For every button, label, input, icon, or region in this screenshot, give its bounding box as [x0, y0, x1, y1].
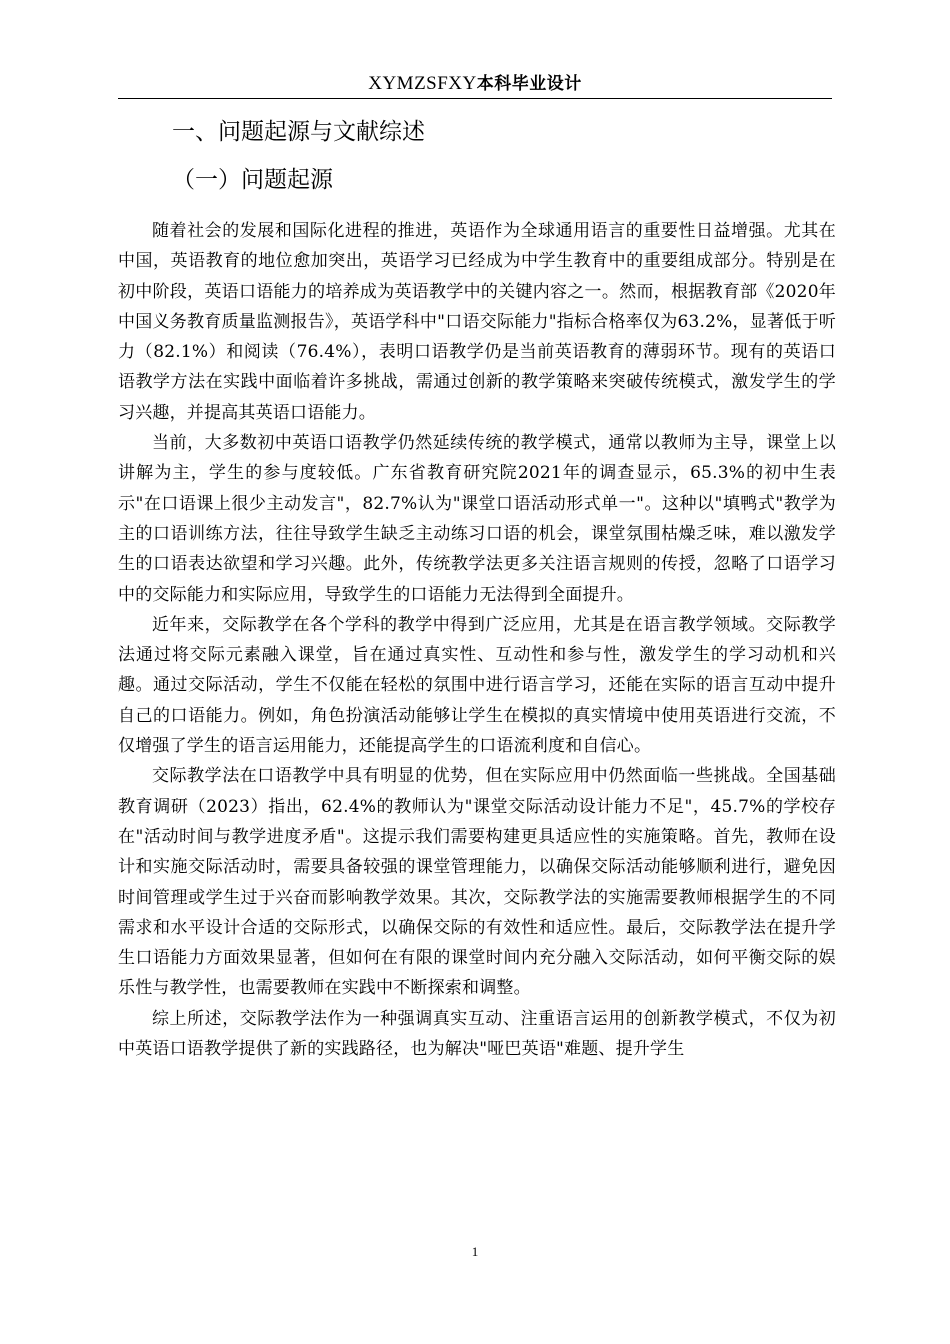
paragraph: 当前，大多数初中英语口语教学仍然延续传统的教学模式，通常以教师为主导，课堂上以讲解为主，学生的参与度较低。广东省教育研究院2021年的调查显示，65.3%的初中生表示"在口语课上很少主动发言"，82.7%认为"课堂口语活动形式单一"。这种以"填鸭式"教学为主的口语训练方法，往往导致学生缺乏主动练习口语的机会，课堂氛围枯燥乏味，难以激发学生的口语表达欲望和学习兴趣。此外，传统教学法更多关注语言规则的传授，忽略了口语学习中的交际能力和实际应用，导致学生的口语能力无法得到全面提升。	[118, 433, 836, 605]
header-title: 本科毕业设计	[476, 74, 582, 94]
paragraph: 交际教学法在口语教学中具有明显的优势，但在实际应用中仍然面临一些挑战。全国基础教育调研（2023）指出，62.4%的教师认为"课堂交际活动设计能力不足"，45.7%的学校存在"活动时间与教学进度矛盾"。这提示我们需要构建更具适应性的实施策略。首先，教师在设计和实施交际活动时，需要具备较强的课堂管理能力，以确保交际活动能够顺利进行，避免因时间管理或学生过于兴奋而影响教学效果。其次，交际教学法的实施需要教师根据学生的不同需求和水平设计合适的交际形式，以确保交际的有效性和适应性。最后，交际教学法在提升学生口语能力方面效果显著，但如何在有限的课堂时间内充分融入交际活动，如何平衡交际的娱乐性与教学性，也需要教师在实践中不断探索和调整。	[118, 766, 836, 999]
section-heading: 一、问题起源与文献综述	[172, 119, 425, 145]
paragraph: 综上所述，交际教学法作为一种强调真实互动、注重语言运用的创新教学模式，不仅为初中英语口语教学提供了新的实践路径，也为解决"哑巴英语"难题、提升学生	[118, 1008, 836, 1060]
header-school-code: XYMZSFXY	[368, 73, 477, 94]
page-number: 1	[471, 1244, 479, 1259]
running-header	[118, 70, 832, 98]
header-divider	[118, 98, 832, 99]
body-text	[118, 216, 836, 1064]
subsection-heading: （一）问题起源	[172, 167, 333, 193]
paragraph: 随着社会的发展和国际化进程的推进，英语作为全球通用语言的重要性日益增强。尤其在中国，英语教育的地位愈加突出，英语学习已经成为中学生教育中的重要组成部分。特别是在初中阶段，英语口语能力的培养成为英语教学中的关键内容之一。然而，根据教育部《2020年中国义务教育质量监测报告》，英语学科中"口语交际能力"指标合格率仅为63.2%，显著低于听力（82.1%）和阅读（76.4%），表明口语教学仍是当前英语教育的薄弱环节。现有的英语口语教学方法在实践中面临着许多挑战，需通过创新的教学策略来突破传统模式，激发学生的学习兴趣，并提高其英语口语能力。	[118, 221, 836, 423]
paragraph: 近年来，交际教学在各个学科的教学中得到广泛应用，尤其是在语言教学领域。交际教学法通过将交际元素融入课堂，旨在通过真实性、互动性和参与性，激发学生的学习动机和兴趣。通过交际活动，学生不仅能在轻松的氛围中进行语言学习，还能在实际的语言互动中提升自己的口语能力。例如，角色扮演活动能够让学生在模拟的真实情境中使用英语进行交流，不仅增强了学生的语言运用能力，还能提高学生的口语流利度和自信心。	[118, 614, 836, 757]
